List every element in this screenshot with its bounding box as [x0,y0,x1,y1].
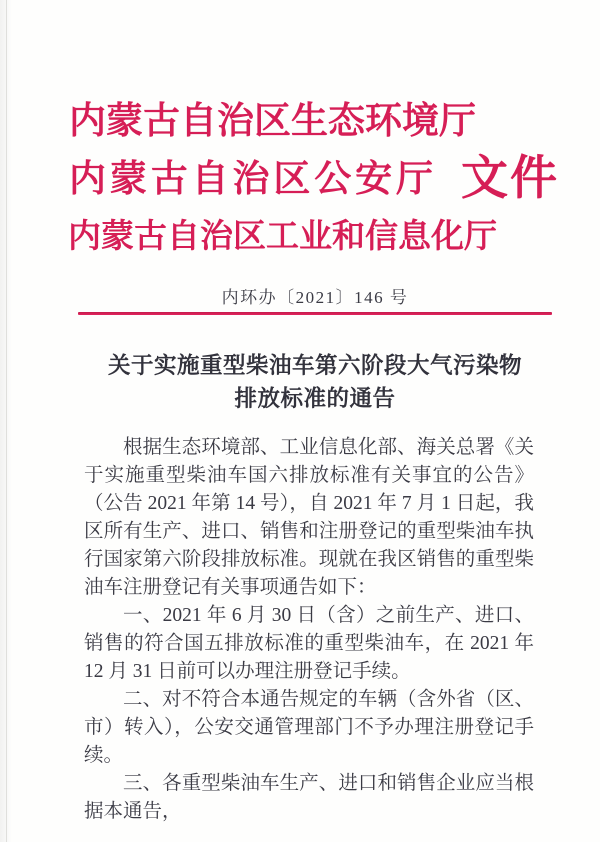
agency-name-ecology-environment: 内 蒙 古 自 治 区 生 态 环 境 厅 [69,101,476,142]
agency-name-public-security: 内 蒙 古 自 治 区 公 安 厅 [69,159,433,200]
document-title-line-1: 关于实施重型柴油车第六阶段大气污染物 [107,353,522,378]
document-title-line-2: 排放标准的通告 [234,386,396,411]
paragraph-intro: 根据生态环境部、工业信息化部、海关总署《关于实施重型柴油车国六排放标准有关事宜的公告》（公告 2021 年第 14 号），自 2021 年 7 月 1 日起，我区所有生产、进口、销售和注册登记的重型柴油车执行国家第六阶段排放标准。现就在我区销售的重型柴油车注册登记有关事项通告如下： [84,437,534,598]
paragraph-item-1: 一、2021 年 6 月 30 日（含）之前生产、进口、销售的符合国五排放标准的重型柴油车，在 2021 年 12 月 31 日前可以办理注册登记手续。 [84,605,534,682]
red-separator-rule [78,312,552,315]
paragraph-item-2: 二、对不符合本通告规定的车辆（含外省（区、市）转入），公安交通管理部门不予办理注册登记手续。 [84,689,534,766]
paragraph-item-3: 三、各重型柴油车生产、进口和销售企业应当根据本通告， [84,773,534,822]
doc-type-label: 文件 [461,153,559,205]
document-body [84,434,534,826]
document-title [78,349,552,415]
agency-name-industry-information: 内 蒙 古 自 治 区 工 业 和 信 息 化 厅 [68,219,497,255]
scan-edge-line [6,0,7,842]
doc-number: 内环办〔2021〕146 号 [221,288,409,307]
